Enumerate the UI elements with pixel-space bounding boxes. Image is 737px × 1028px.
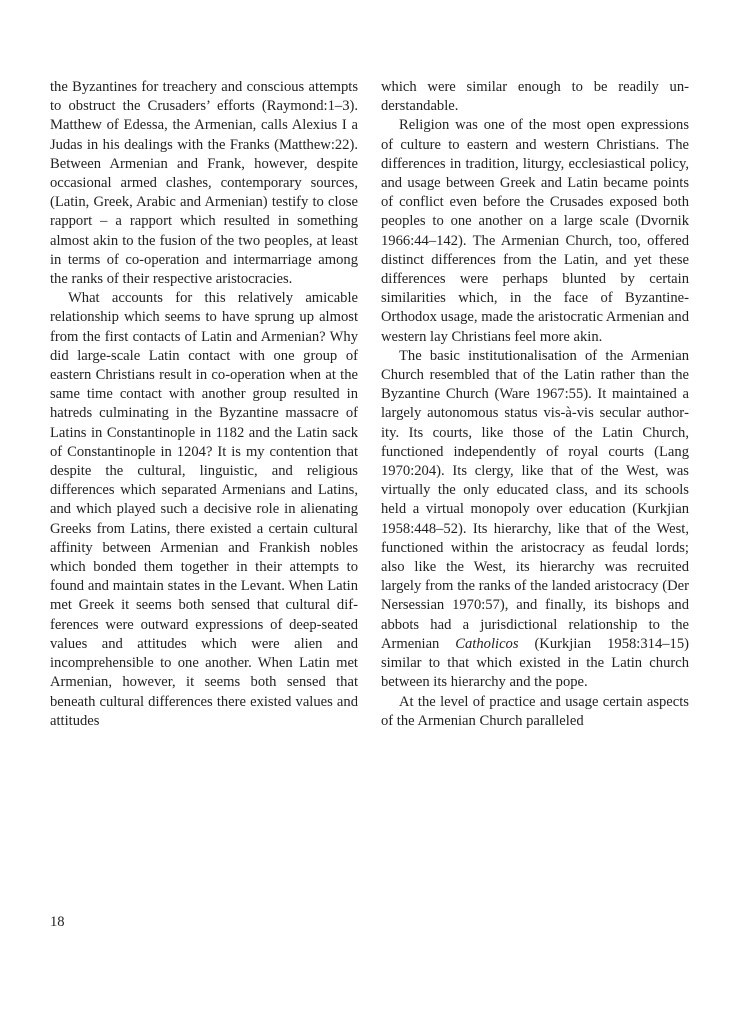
right-text-column (381, 78, 689, 731)
paragraph: At the level of practice and usage certain aspects of the Armenian Church paralleled (381, 693, 689, 729)
left-text-column (50, 78, 358, 731)
paragraph (381, 347, 689, 693)
paragraph-text: The basic institutionalisation of the Armenian Church resembled that of the Latin rather than the Byzantine Church (Ware 1967:55). It maintained a largely autonomous status vis-à-vis secular authority. Its courts, like those of the Latin Church, functioned independently of royal courts (Lang 1970:204). Its clergy, like that of the West, was virtually the only educated class, and its schools held a virtual monopoly over education (Kurkjian 1958:448–52). Its hierarchy, like that of the West, functioned within the aristocracy as feudal lords; also like the West, its hierarchy was recruited largely from the ranks of the landed aristocracy (Der Nersessian 1970:57), and finally, its bishops and abbots had a jurisdictional relationship to the Armenian (381, 347, 689, 652)
italic-term: Catholicos (455, 635, 519, 652)
paragraph: What accounts for this relatively amicable relationship which seems to have sprung up almost from the first contacts of Latin and Armenian? Why did large-scale Latin contact with one group of eastern Christians result in co-operation when at the same time contact with another group resulted in hatreds culminating in the Byzantine massacre of Latins in Constantinople in 1182 and the Latin sack of Constantinople in 1204? It is my contention that despite the cultural, linguistic, and religious differences which separated Armenians and Latins, and which played such a decisive role in alienating Greeks from Latins, there existed a certain cultural affinity between Armenian and Frankish nobles which bonded them together in their attempts to found and maintain states in the Levant. When Latin met Greek it seems both sensed that cultural differences were outward expressions of deep-seated values and attitudes which were alien and incomprehensible to one another. When Latin met Armenian, however, it seems both sensed that beneath cultural differences there existed values and attitudes (50, 290, 358, 729)
paragraph-text: (Kurkjian 1958:314–15) similar to that which existed in the Latin church between its hierarchy and the pope. (381, 635, 689, 691)
page-number: 18 (50, 914, 65, 930)
paragraph: which were similar enough to be readily understandable. (381, 79, 689, 115)
paragraph: the Byzantines for treachery and conscious attempts to obstruct the Crusaders’ efforts (Raymond:1–3). Matthew of Edessa, the Armenian, calls Alexius I a Judas in his dealings with the Franks (Matthew:22). Between Armenian and Frank, however, despite occasional armed clashes, contemporary sources, (Latin, Greek, Arabic and Armenian) testify to close rapport – a rapport which resulted in something almost akin to the fusion of the two peoples, at least in terms of co-operation and intermarriage among the ranks of their respective aristocracies. (50, 79, 358, 288)
paragraph: Religion was one of the most open expressions of culture to eastern and western Christians. The differences in tradition, liturgy, ecclesiastical policy, and usage between Greek and Latin became points of conflict even before the Crusades exposed both peoples to one another on a large scale (Dvornik 1966:44–142). The Armenian Church, too, offered distinct differences from the Latin, and yet these differences were perhaps blunted by certain similarities which, in the face of Byzantine-Orthodox usage, made the aristocratic Armenian and western lay Christians feel more akin. (381, 117, 689, 345)
